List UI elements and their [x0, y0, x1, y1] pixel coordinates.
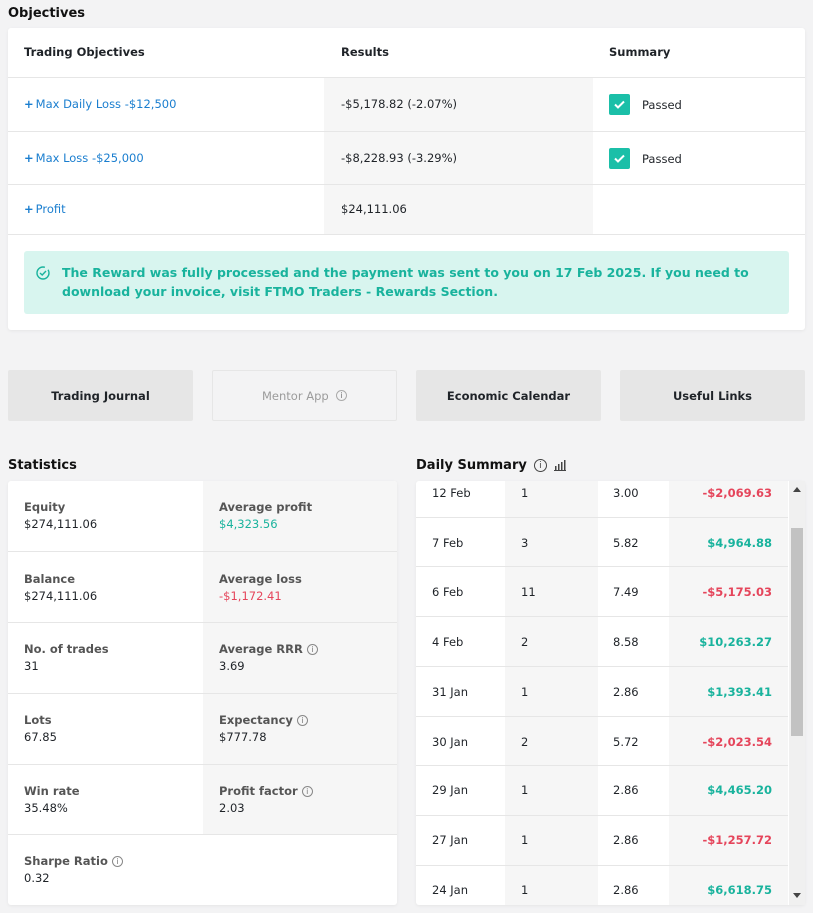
table-row — [416, 866, 788, 905]
day-date: 7 Feb — [432, 536, 464, 550]
day-lots: 3.00 — [613, 486, 639, 500]
stat-expectancy — [203, 694, 397, 764]
stat-label: Equity — [24, 500, 66, 514]
check-circle-icon — [36, 266, 50, 280]
stat-label: Sharpe Ratio — [24, 854, 108, 868]
day-result: -$1,257.72 — [702, 833, 772, 847]
table-row — [416, 481, 788, 518]
day-trades: 1 — [521, 486, 529, 500]
stat-value: $274,111.06 — [24, 517, 98, 531]
tab-economic-calendar[interactable]: Economic Calendar — [416, 370, 601, 421]
stat-balance — [8, 552, 203, 622]
info-icon[interactable]: i — [112, 856, 123, 867]
daily-summary-header — [416, 458, 566, 473]
stat-row — [8, 623, 397, 694]
stat-row — [8, 835, 397, 905]
tab-label: Mentor App — [262, 388, 329, 403]
stat-sharpe-ratio — [8, 835, 203, 905]
day-lots: 5.82 — [613, 536, 639, 550]
statistics-card — [8, 481, 397, 905]
info-icon[interactable]: i — [302, 786, 313, 797]
result-value: -$8,228.93 (-3.29%) — [341, 151, 457, 165]
result-cell — [324, 132, 593, 184]
stat-value: $777.78 — [219, 730, 267, 744]
plus-icon: + — [24, 202, 34, 216]
objective-label: Max Loss -$25,000 — [35, 151, 144, 165]
table-row — [416, 717, 788, 766]
summary-cell — [609, 148, 682, 169]
stat-label-wrap — [219, 713, 397, 727]
scroll-down-arrow-icon[interactable] — [793, 893, 801, 898]
plus-icon: + — [24, 151, 34, 165]
header-trading-objectives: Trading Objectives — [24, 45, 145, 59]
day-result: $6,618.75 — [707, 883, 772, 897]
stat-label: Win rate — [24, 784, 80, 798]
stat-lots — [8, 694, 203, 764]
header-results: Results — [341, 45, 389, 59]
stat-row — [8, 481, 397, 552]
stat-row — [8, 552, 397, 623]
day-trades: 2 — [521, 735, 529, 749]
day-trades: 1 — [521, 685, 529, 699]
daily-summary-scrollbar[interactable] — [789, 481, 805, 905]
day-lots: 2.86 — [613, 833, 639, 847]
stat-label-wrap — [219, 642, 397, 656]
objective-row-max-daily-loss — [8, 78, 805, 132]
result-cell — [324, 185, 593, 234]
objective-row-max-loss — [8, 132, 805, 185]
day-date: 24 Jan — [432, 883, 469, 897]
table-row — [416, 518, 788, 567]
check-icon — [609, 94, 630, 115]
day-lots: 2.86 — [613, 883, 639, 897]
objectives-header — [8, 28, 805, 78]
table-row — [416, 617, 788, 667]
bar-chart-icon[interactable] — [554, 460, 566, 471]
day-result: $10,263.27 — [699, 635, 772, 649]
day-date: 27 Jan — [432, 833, 469, 847]
stat-label-wrap — [219, 784, 397, 798]
day-lots: 7.49 — [613, 585, 639, 599]
table-row — [416, 667, 788, 717]
header-summary: Summary — [609, 45, 671, 59]
stat-label: Expectancy — [219, 713, 293, 727]
objective-link-profit[interactable] — [24, 202, 66, 216]
tab-trading-journal[interactable]: Trading Journal — [8, 370, 193, 421]
day-trades: 2 — [521, 635, 529, 649]
stat-value: 35.48% — [24, 801, 68, 815]
stat-value: 3.69 — [219, 659, 245, 673]
result-cell — [324, 78, 593, 131]
day-result: $1,393.41 — [707, 685, 772, 699]
day-trades: 1 — [521, 783, 529, 797]
reward-banner — [24, 251, 789, 314]
day-lots: 5.72 — [613, 735, 639, 749]
day-date: 31 Jan — [432, 685, 469, 699]
check-icon — [609, 148, 630, 169]
objective-label: Max Daily Loss -$12,500 — [35, 97, 177, 111]
stat-value: $274,111.06 — [24, 589, 98, 603]
summary-status: Passed — [642, 97, 682, 112]
plus-icon: + — [24, 97, 34, 111]
objective-label: Profit — [35, 202, 66, 216]
objective-link-max-loss[interactable] — [24, 151, 144, 165]
day-lots: 2.86 — [613, 783, 639, 797]
stat-label: Average loss — [219, 572, 302, 586]
day-date: 12 Feb — [432, 486, 471, 500]
reward-message: The Reward was fully processed and the payment was sent to you on 17 Feb 2025. If you need to download your invoice, visit FTMO Traders - Rewards Section. — [62, 265, 749, 299]
day-trades: 1 — [521, 833, 529, 847]
tab-useful-links[interactable]: Useful Links — [620, 370, 805, 421]
day-trades: 3 — [521, 536, 529, 550]
objectives-card — [8, 28, 805, 330]
stat-win-rate — [8, 765, 203, 834]
day-date: 29 Jan — [432, 783, 469, 797]
stat-value: $4,323.56 — [219, 517, 278, 531]
daily-summary-table — [416, 481, 805, 905]
info-icon: i — [336, 390, 347, 401]
stat-label-wrap — [24, 854, 203, 868]
stat-value: 31 — [24, 659, 39, 673]
stat-row — [8, 694, 397, 765]
table-row — [416, 816, 788, 866]
result-value: $24,111.06 — [341, 202, 407, 216]
day-lots: 8.58 — [613, 635, 639, 649]
info-icon[interactable]: i — [297, 715, 308, 726]
day-result: -$2,023.54 — [702, 735, 772, 749]
summary-status: Passed — [642, 151, 682, 166]
stat-value: 0.32 — [24, 871, 50, 885]
day-trades: 11 — [521, 585, 536, 599]
stat-value: 2.03 — [219, 801, 245, 815]
day-date: 6 Feb — [432, 585, 464, 599]
stat-average-loss — [203, 552, 397, 622]
tab-mentor-app[interactable] — [212, 370, 397, 421]
stat-label: Average profit — [219, 500, 313, 514]
day-trades: 1 — [521, 883, 529, 897]
table-row — [416, 766, 788, 816]
day-date: 4 Feb — [432, 635, 464, 649]
stat-label: No. of trades — [24, 642, 109, 656]
stat-value: -$1,172.41 — [219, 589, 282, 603]
result-value: -$5,178.82 (-2.07%) — [341, 97, 457, 111]
statistics-title: Statistics — [8, 458, 77, 473]
stat-label: Lots — [24, 713, 52, 727]
stat-profit-factor — [203, 765, 397, 834]
day-result: -$2,069.63 — [702, 486, 772, 500]
stat-row — [8, 765, 397, 835]
stat-label: Average RRR — [219, 642, 303, 656]
scroll-up-arrow-icon[interactable] — [793, 487, 801, 492]
day-result: $4,964.88 — [707, 536, 772, 550]
table-row — [416, 567, 788, 617]
info-icon[interactable]: i — [534, 459, 547, 472]
summary-cell — [609, 94, 682, 115]
stat-average-rrr — [203, 623, 397, 693]
info-icon[interactable]: i — [307, 644, 318, 655]
objectives-title: Objectives — [8, 6, 86, 21]
day-lots: 2.86 — [613, 685, 639, 699]
daily-summary-title: Daily Summary — [416, 458, 527, 473]
objective-row-profit — [8, 185, 805, 235]
stat-label: Balance — [24, 572, 76, 586]
stat-label: Profit factor — [219, 784, 298, 798]
stat-no-of-trades — [8, 623, 203, 693]
day-date: 30 Jan — [432, 735, 469, 749]
day-result: $4,465.20 — [707, 783, 772, 797]
stat-value: 67.85 — [24, 730, 57, 744]
stat-average-profit — [203, 481, 397, 551]
scroll-thumb[interactable] — [791, 528, 803, 736]
stat-equity — [8, 481, 203, 551]
objective-link-max-daily-loss[interactable] — [24, 97, 176, 111]
day-result: -$5,175.03 — [702, 585, 772, 599]
